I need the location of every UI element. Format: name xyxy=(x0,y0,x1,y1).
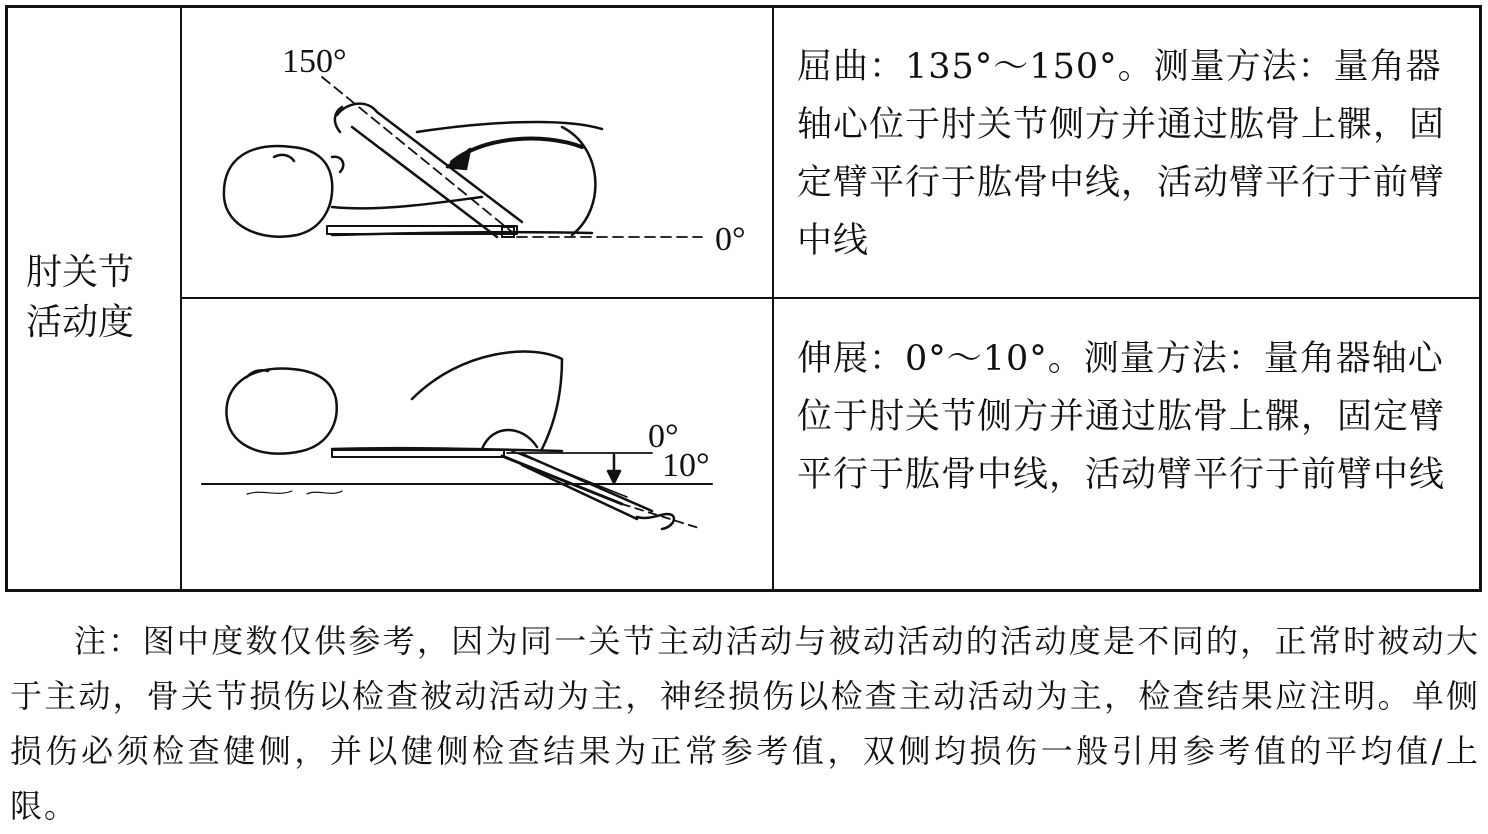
elbow-flexion-illustration xyxy=(182,7,772,297)
extension-description: 伸展：0°～10°。测量方法：量角器轴心位于肘关节侧方并通过肱骨上髁，固定臂平行于肱骨中线，活动臂平行于前臂中线 xyxy=(797,339,1446,495)
extension-label-10: 10° xyxy=(662,447,710,484)
elbow-extension-illustration xyxy=(182,299,772,589)
flexion-label-150: 150° xyxy=(282,43,347,80)
footnote: 注：图中度数仅供参考，因为同一关节主动活动与被动活动的活动度是不同的，正常时被动大于主动，骨关节损伤以检查被动活动为主，神经损伤以检查主动活动为主，检查结果应注明。单侧损伤必须检查健侧，并以健侧检查结果为正常参考值，双侧均损伤一般引用参考值的平均值/上限。 xyxy=(10,622,1480,825)
extension-label-0: 0° xyxy=(648,418,679,455)
flexion-description: 屈曲：135°～150°。测量方法：量角器轴心位于肘关节侧方并通过肱骨上髁，固定臂平行于肱骨中线，活动臂平行于前臂中线 xyxy=(797,47,1446,261)
row-label-elbow-range: 肘关节 活动度 xyxy=(26,252,135,343)
flexion-label-0: 0° xyxy=(715,221,746,258)
